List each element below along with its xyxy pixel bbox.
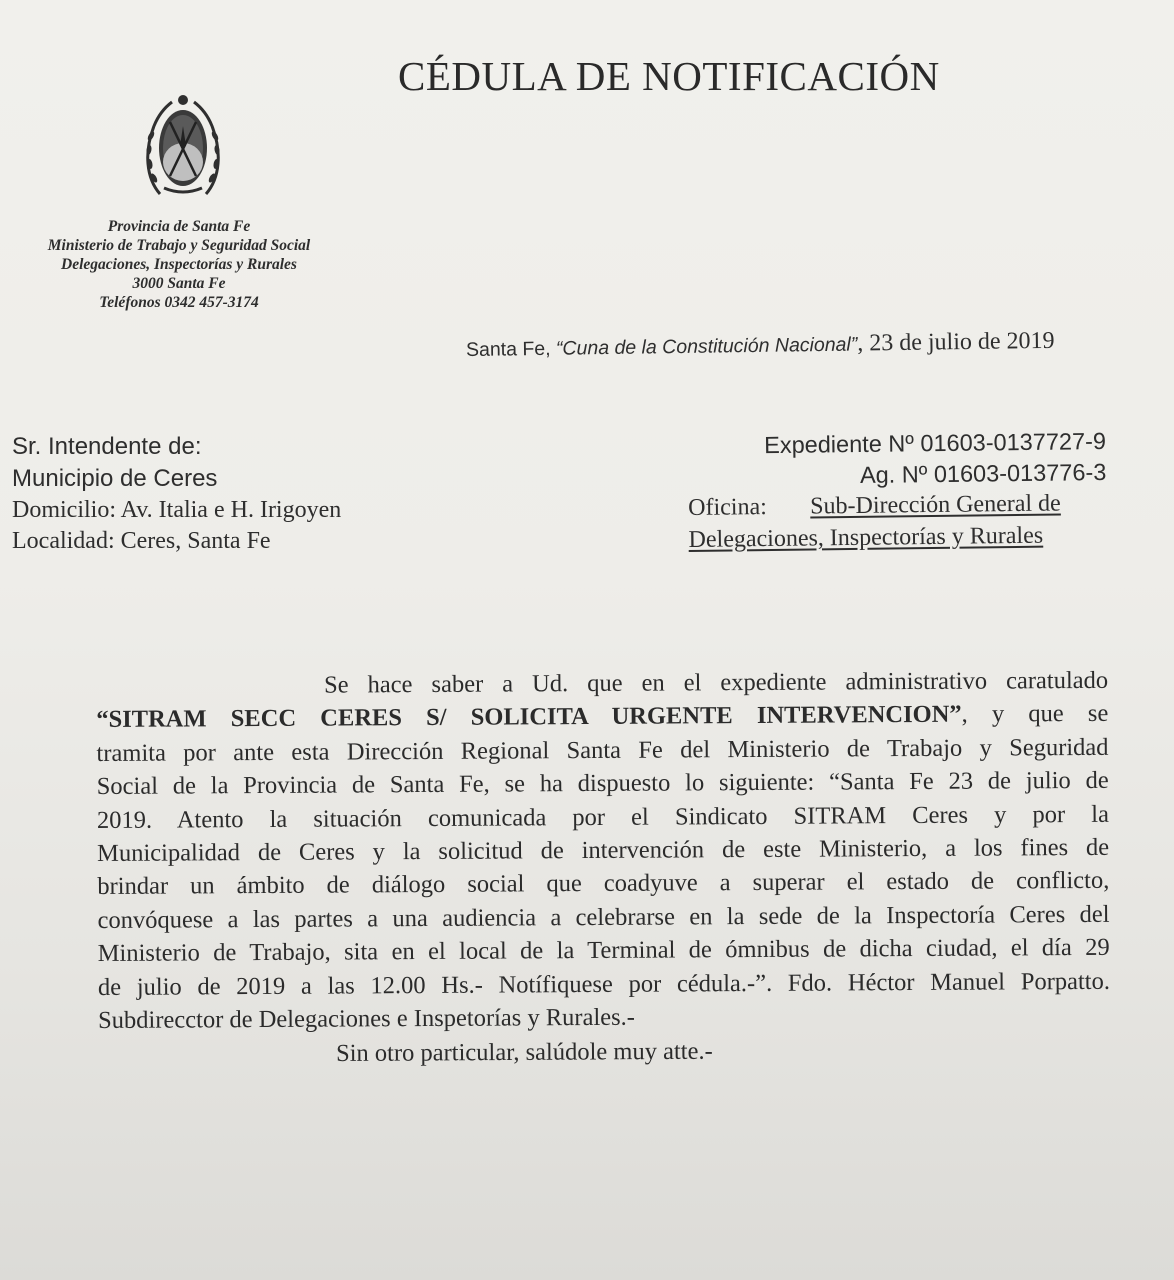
body-line-tail: , y que se	[961, 700, 1109, 729]
office-label: Oficina:	[688, 494, 767, 521]
body-line: Social de la Provincia de Santa Fe, se ha dispuesto lo siguiente: “Santa Fe 23 de julio de	[96, 767, 1109, 801]
body-line: Municipalidad de Ceres y la solicitud de intervención de este Ministerio, a los fines de	[97, 833, 1110, 868]
issuer-department: Delegaciones, Inspectorías y Rurales	[61, 256, 297, 273]
dateline-place: Santa Fe,	[465, 337, 557, 361]
dateline-date: , 23 de julio de 2019	[857, 327, 1055, 357]
body-line: Se hace saber a Ud. que en el expediente administrativo caratulado	[324, 666, 1109, 699]
dateline-motto: “Cuna de la Constitución Nacional”	[555, 333, 858, 360]
agregado-number: Ag. Nº 01603-013776-3	[860, 458, 1107, 489]
office-block	[688, 487, 1061, 556]
body-line: 2019. Atento la situación comunicada por el Sindicato SITRAM Ceres y por la	[96, 800, 1109, 834]
body-line: tramita por ante esta Dirección Regional Santa Fe del Ministerio de Trabajo y Seguridad	[96, 733, 1109, 767]
issuer-ministry: Ministerio de Trabajo y Seguridad Social	[47, 237, 311, 254]
recipient-title: Sr. Intendente de:	[12, 433, 202, 460]
office-name-line2: Delegaciones, Inspectorías y Rurales	[688, 522, 1044, 553]
case-caption: “SITRAM SECC CERES S/ SOLICITA URGENTE INTERVENCION”	[96, 701, 962, 734]
body-line: Subdirecctor de Delegaciones e Inspetorías y Rurales.-	[98, 1003, 635, 1035]
provincial-coat-of-arms-icon	[140, 92, 226, 204]
issuer-province: Provincia de Santa Fe	[107, 218, 251, 235]
body-line: Ministerio de Trabajo, sita en el local de la Terminal de ómnibus de dicha ciudad, el día 29	[97, 934, 1110, 968]
body-line: brindar un ámbito de diálogo social que coadyuve a superar el estado de conflicto,	[97, 867, 1110, 901]
closing-salutation: Sin otro particular, salúdole muy atte.-	[336, 1037, 713, 1067]
recipient-address: Domicilio: Av. Italia e H. Irigoyen	[12, 497, 342, 523]
recipient-block	[12, 431, 341, 557]
notification-body	[96, 664, 1110, 1038]
recipient-locality: Localidad: Ceres, Santa Fe	[12, 528, 271, 554]
expediente-number: Expediente Nº 01603-0137727-9	[764, 427, 1107, 459]
body-line: convóquese a las partes a una audiencia a celebrarse en la sede de la Inspectoría Ceres del	[97, 900, 1110, 934]
issuer-block	[20, 217, 338, 312]
office-name-line1: Sub-Dirección General de	[810, 490, 1061, 520]
body-line: de julio de 2019 a las 12.00 Hs.- Notífiquese por cédula.-”. Fdo. Héctor Manuel Porpatto.	[97, 967, 1111, 1001]
document-title: CÉDULA DE NOTIFICACIÓN	[398, 53, 940, 99]
issuer-phone: Teléfonos 0342 457-3174	[99, 294, 259, 311]
dateline	[466, 328, 1055, 363]
recipient-municipality: Municipio de Ceres	[12, 465, 218, 492]
issuer-postal: 3000 Santa Fe	[132, 275, 226, 292]
file-info-block	[764, 426, 1106, 492]
